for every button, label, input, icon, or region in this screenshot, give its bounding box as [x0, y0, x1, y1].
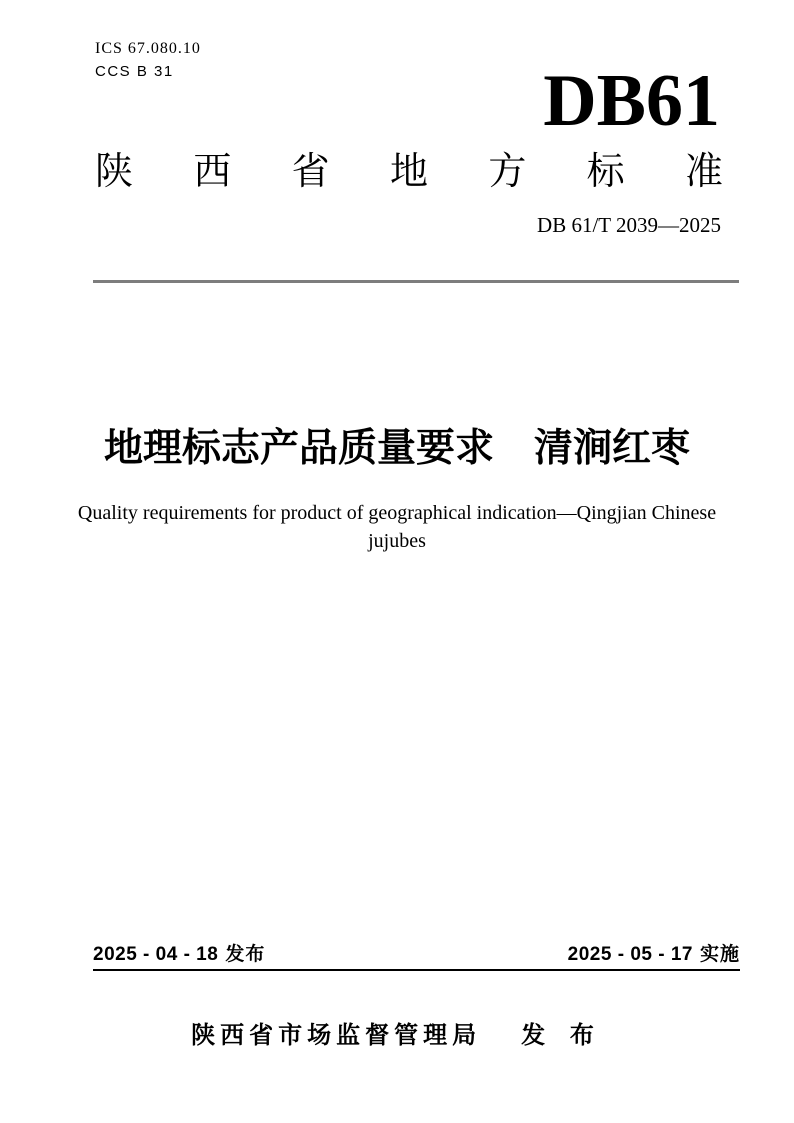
- publisher-action-label: 发 布: [521, 1022, 603, 1049]
- main-title-english: [47, 499, 747, 555]
- classification-codes: [95, 37, 201, 83]
- header-divider-rule: [93, 280, 739, 283]
- standard-type-char: 地: [389, 151, 428, 193]
- standard-type-char: 陕: [95, 151, 134, 193]
- standard-type-title: [95, 150, 723, 194]
- issue-label: 发布: [225, 944, 266, 965]
- issue-date: 2025 - 04 - 18: [93, 944, 219, 965]
- release-dates-row: [93, 944, 740, 971]
- english-title-line1: Quality requirements for product of geographical indication—Qingjian Chinese: [77, 502, 717, 524]
- implement-date-group: [568, 944, 740, 966]
- ics-code: ICS 67.080.10: [95, 40, 201, 57]
- main-title-part1: 地理标志产品质量要求: [103, 427, 494, 470]
- ccs-code: CCS B 31: [95, 63, 174, 80]
- main-title-part2: 清涧红枣: [534, 427, 691, 470]
- implement-label: 实施: [699, 944, 740, 965]
- standard-type-char: 准: [684, 151, 723, 193]
- implement-date: 2025 - 05 - 17: [567, 944, 693, 965]
- english-title-line2: jujubes: [368, 530, 426, 552]
- standard-type-char: 省: [291, 151, 330, 193]
- issue-date-group: [93, 944, 265, 966]
- main-title-chinese: [0, 426, 794, 472]
- publisher-row: [0, 1022, 794, 1050]
- publisher-name: 陕西省市场监督管理局: [191, 1022, 482, 1049]
- db61-logo: DB61: [543, 60, 720, 142]
- standard-type-char: 标: [586, 151, 625, 193]
- standard-number: DB 61/T 2039—2025: [537, 213, 721, 237]
- standard-type-char: 方: [488, 151, 527, 193]
- standard-type-char: 西: [193, 151, 232, 193]
